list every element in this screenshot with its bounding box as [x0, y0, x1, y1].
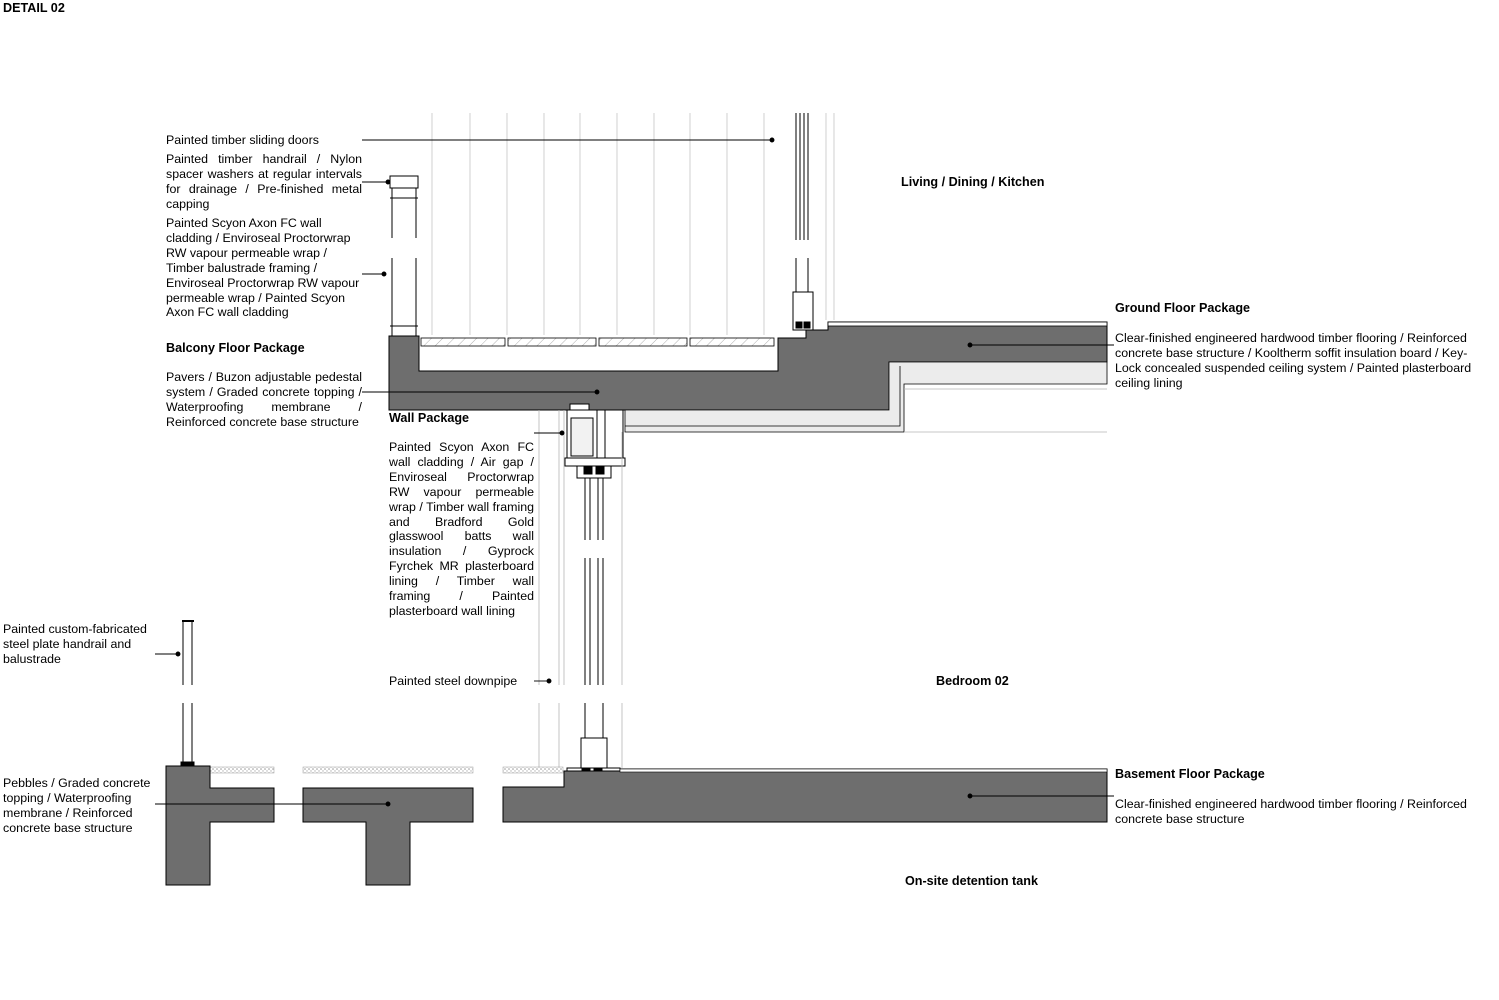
label-handrail: Painted timber handrail / Nylon spacer washers at regular intervals for drainage / Pre-finished metal capping: [166, 152, 362, 211]
wall-head-detail: [565, 410, 625, 478]
upper-glazing-lines: [432, 113, 834, 335]
steel-balustrade: [181, 621, 194, 766]
detail-title: DETAIL 02: [3, 1, 65, 15]
balcony-floor-heading: Balcony Floor Package: [166, 341, 305, 355]
timber-floor-finish: [828, 322, 1107, 326]
room-detention-tank: On-site detention tank: [905, 874, 1038, 888]
basement-floor-heading: Basement Floor Package: [1115, 767, 1265, 781]
sliding-door-frame: [793, 113, 813, 330]
ground-floor-heading: Ground Floor Package: [1115, 301, 1251, 315]
label-pebbles: Pebbles / Graded concrete topping / Waterproofing membrane / Reinforced concrete base structure: [3, 776, 151, 835]
wall-package-heading: Wall Package: [389, 411, 470, 425]
timber-balustrade: [390, 176, 418, 336]
room-bedroom-02: Bedroom 02: [936, 674, 1009, 688]
ground-floor-description: Clear-finished engineered hardwood timber flooring / Reinforced concrete base structure / Kooltherm soffit insulation board / Key-Lock concealed suspended ceiling system / Painted plasterboard ceiling lining: [1115, 331, 1472, 390]
basement-concrete-slab: [503, 769, 1107, 822]
terrace-slab-left: [166, 766, 274, 885]
lower-wall-lines: [585, 478, 603, 738]
room-living-dining-kitchen: Living / Dining / Kitchen: [901, 175, 1045, 189]
basement-floor-finish: [620, 769, 1107, 772]
balcony-pavers: [421, 338, 774, 346]
wall-package-description: Painted Scyon Axon FC wall cladding / Air gap / Enviroseal Proctorwrap RW vapour permeable wrap / Timber wall framing and Bradford Gold glasswool batts wall insulation / Gyprock Fyrchek MR plasterboard lining / Timber wall framing / Painted plasterboard wall lining: [389, 440, 534, 618]
balcony-floor-description: Pavers / Buzon adjustable pedestal system / Graded concrete topping / Waterproofing membrane / Reinforced concrete base structure: [166, 370, 362, 429]
label-steel-handrail: Painted custom-fabricated steel plate handrail and balustrade: [3, 622, 147, 666]
label-balustrade-cladding: Painted Scyon Axon FC wall cladding / Enviroseal Proctorwrap RW vapour permeable wrap / Timber balustrade framing / Enviroseal Proctorwrap RW vapour permeable wrap / Painted Scyon Axon FC wall cladding: [166, 216, 360, 320]
basement-floor-description: Clear-finished engineered hardwood timber flooring / Reinforced concrete base structure: [1115, 797, 1467, 826]
pebble-beds: [210, 767, 563, 773]
label-sliding-doors: Painted timber sliding doors: [166, 133, 319, 147]
label-downpipe: Painted steel downpipe: [389, 674, 518, 688]
